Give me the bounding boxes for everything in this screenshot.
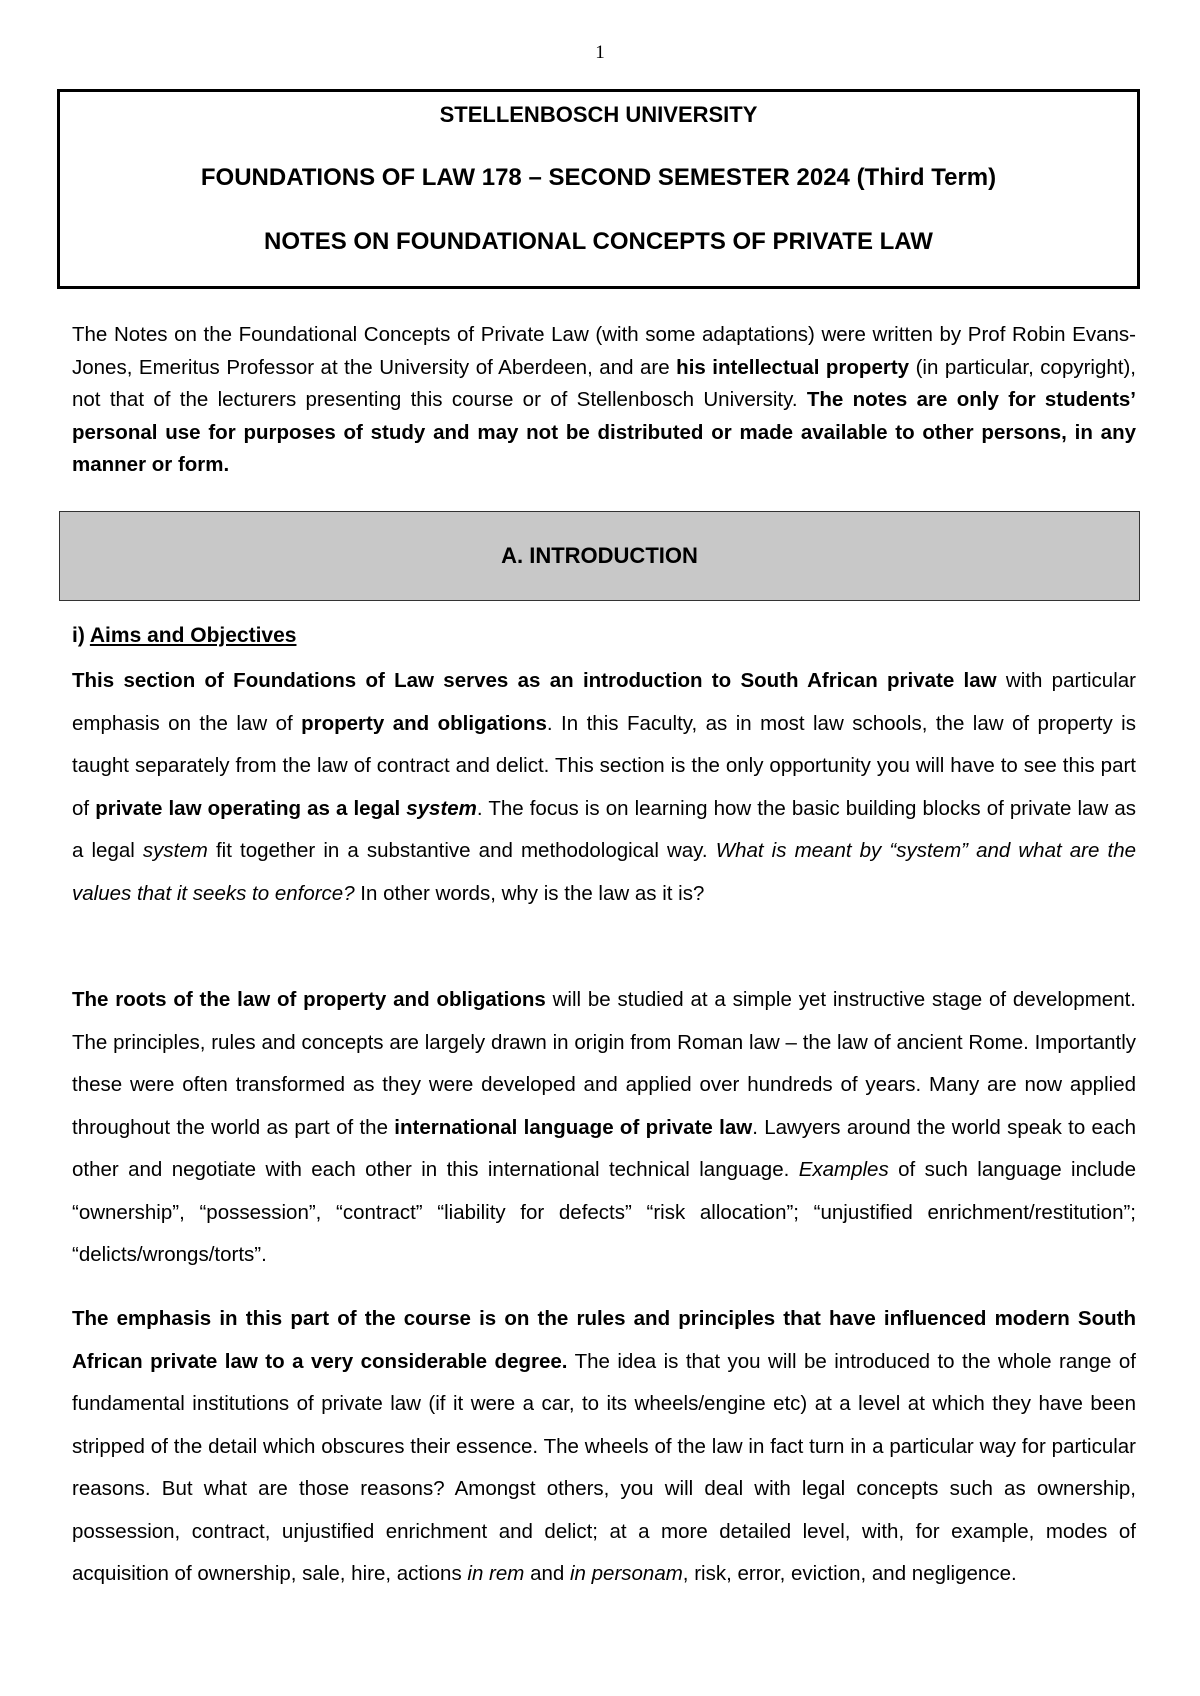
subsection-prefix: i) [72, 624, 90, 647]
p2-text-3: of such language include “ownership”, “possession”, “contract” “liability for defects” “risk allocation”; “unjustified enrichment/restitution”; “delicts/wrongs/torts”. [72, 1158, 1136, 1266]
paragraph-roots [72, 979, 1136, 1277]
p1-bold-1: This section of Foundations of Law serves as an introduction to South African private law [72, 669, 997, 692]
p1-text-4: fit together in a substantive and methodological way. [207, 839, 716, 862]
subsection-heading [72, 624, 296, 648]
disclaimer-bold-ip: his intellectual property [676, 355, 910, 379]
notes-title: NOTES ON FOUNDATIONAL CONCEPTS OF PRIVATE LAW [264, 228, 933, 255]
paragraph-aims [72, 660, 1136, 915]
p2-text-1: will be studied at a simple yet instructive stage of development. The principles, rules and concepts are largely drawn in origin from Roman law – the law of ancient Rome. Importantly these were often transformed as they were developed and applied over hundreds of years. Many are now applied throughout the world as part of the [72, 988, 1136, 1139]
subsection-title: Aims and Objectives [89, 624, 297, 647]
p3-text-2: and [524, 1562, 570, 1585]
p1-text-5: In other words, why is the law as it is? [354, 881, 705, 905]
p1-text-2: . In this Faculty, as in most law schools, the law of property is taught separately from the law of contract and delict. This section is the only opportunity you will have to see this part of [72, 711, 1136, 820]
disclaimer-text-2: (in particular, copyright), not that of the lecturers presenting this course or of Stellenbosch University. [72, 355, 1136, 411]
p2-bold-1: The roots of the law of property and obligations [72, 988, 546, 1011]
p1-bold-2: property and obligations [301, 711, 547, 735]
course-title: FOUNDATIONS OF LAW 178 – SECOND SEMESTER 2024 (Third Term) [200, 164, 997, 191]
p1-italic-question: What is meant by “system” and what are the values that it seeks to enforce? [72, 839, 1137, 905]
p1-text-1: with particular emphasis on the law of [72, 669, 1136, 735]
section-heading: A. INTRODUCTION [501, 543, 698, 568]
p1-italic-system: system [142, 839, 208, 862]
paragraph-emphasis [72, 1298, 1136, 1596]
section-heading-box [59, 511, 1140, 601]
p3-text-3: , risk, error, eviction, and negligence. [682, 1562, 1017, 1585]
title-box [57, 89, 1140, 289]
p2-italic-examples: Examples [798, 1158, 889, 1181]
p2-bold-2: international language of private law [394, 1115, 753, 1139]
p3-italic-in-rem: in rem [467, 1562, 525, 1585]
disclaimer-text-1: The Notes on the Foundational Concepts of Private Law (with some adaptations) were written by Prof Robin Evans-Jones, Emeritus Professor at the University of Aberdeen, and are [72, 323, 1136, 379]
p3-italic-in-personam: in personam [569, 1562, 683, 1585]
p1-bold-3: private law operating as a legal [95, 796, 407, 820]
p1-bold-italic-system: system [406, 796, 477, 820]
p1-text-3: . The focus is on learning how the basic building blocks of private law as a legal [72, 796, 1136, 862]
p3-bold-1: The emphasis in this part of the course is on the rules and principles that have influenced modern South African private law to a very considerable degree. [72, 1307, 1136, 1373]
page-number: 1 [595, 42, 605, 63]
university-name: STELLENBOSCH UNIVERSITY [439, 102, 758, 127]
copyright-disclaimer [72, 319, 1136, 482]
p2-text-2: . Lawyers around the world speak to each other and negotiate with each other in this international technical language. [72, 1115, 1136, 1181]
disclaimer-usage-warning: The notes are only for students’ personal use for purposes of study and may not be distributed or made available to other persons, in any manner or form. [72, 388, 1137, 476]
p3-text-1: The idea is that you will be introduced to the whole range of fundamental institutions of private law (if it were a car, to its wheels/engine etc) at a level at which they have been stripped of the detail which obscures their essence. The wheels of the law in fact turn in a particular way for particular reasons. But what are those reasons? Amongst others, you will deal with legal concepts such as ownership, possession, contract, unjustified enrichment and delict; at a more detailed level, with, for example, modes of acquisition of ownership, sale, hire, actions [72, 1349, 1136, 1585]
